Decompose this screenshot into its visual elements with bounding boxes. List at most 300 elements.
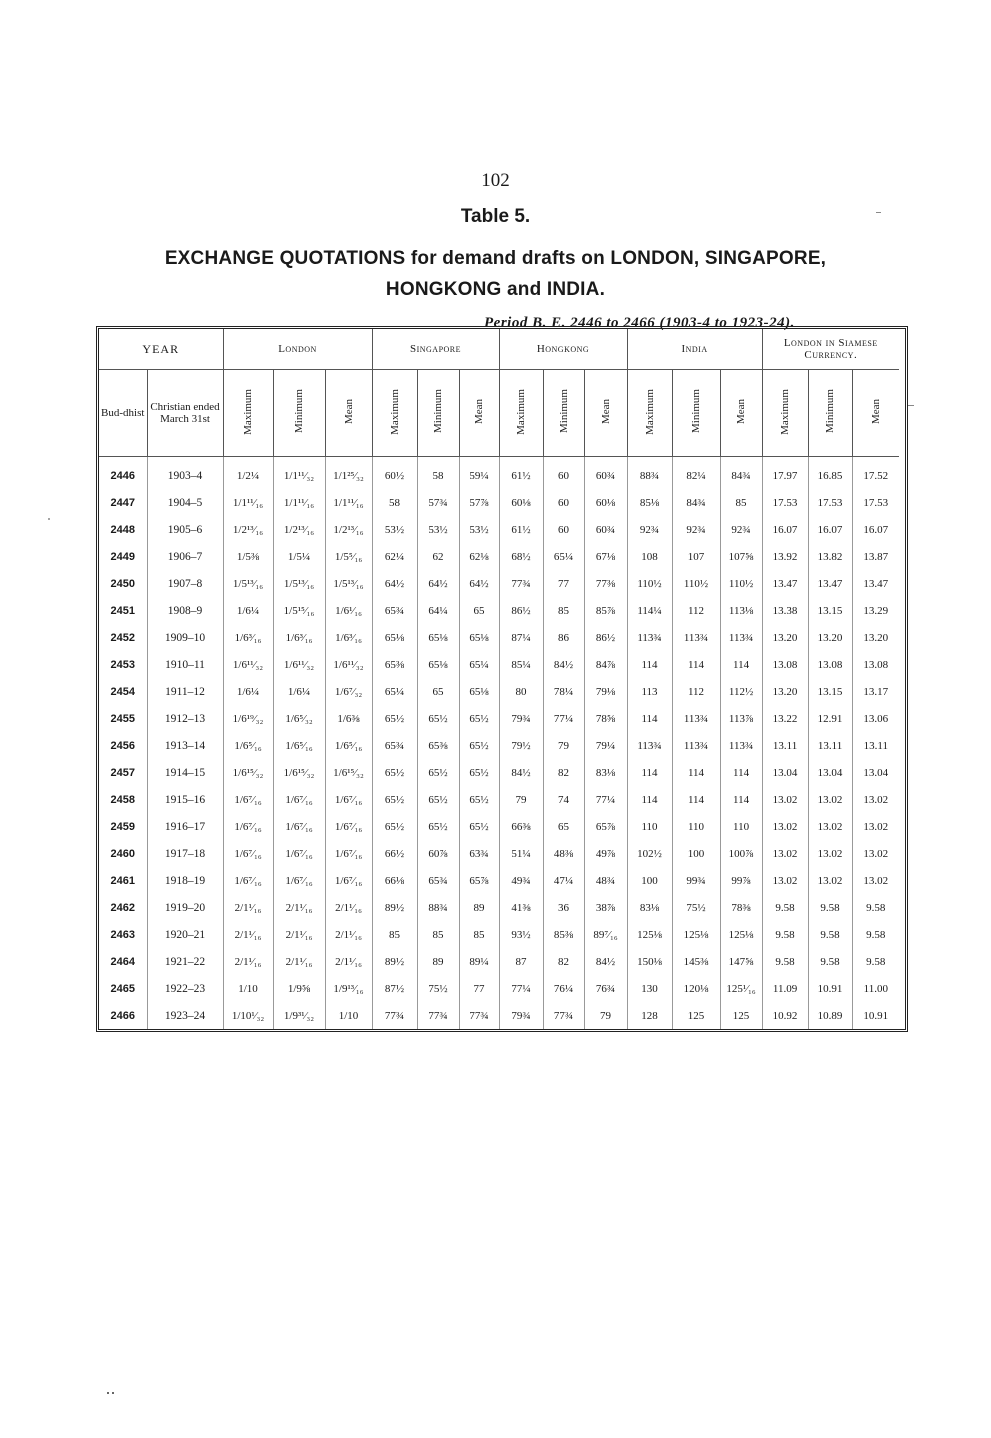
value-cell: 64¼ — [417, 597, 459, 624]
value-cell: 68½ — [499, 543, 543, 570]
value-cell: 1/6⅜ — [325, 705, 372, 732]
value-cell: 65 — [543, 813, 584, 840]
buddhist-year-cell: 2457 — [110, 766, 135, 779]
buddhist-year-cell: 2452 — [110, 631, 135, 644]
value-cell: 86½ — [584, 624, 627, 651]
value-cell: 65½ — [459, 705, 499, 732]
value-cell: 10.89 — [808, 1002, 852, 1029]
buddhist-year-cell: 2459 — [110, 820, 135, 833]
value-cell: 60 — [543, 457, 584, 490]
value-cell: 10.92 — [762, 1002, 808, 1029]
london-siamese-minimum-header — [808, 370, 852, 457]
value-cell: 1/5¹³⁄₁₆ — [325, 570, 372, 597]
value-cell: 110 — [672, 813, 720, 840]
christian-year-cell: 1905–6 — [147, 516, 223, 543]
value-cell: 99⅞ — [720, 867, 762, 894]
value-cell: 1/6⁵⁄₃₂ — [273, 705, 325, 732]
buddhist-year-cell: 2455 — [110, 712, 135, 725]
value-cell: 1/6¹¹⁄₃₂ — [273, 651, 325, 678]
buddhist-year-cell: 2453 — [110, 658, 135, 671]
christian-year-cell: 1917–18 — [147, 840, 223, 867]
value-cell: 60¾ — [584, 457, 627, 490]
table-row — [99, 624, 899, 651]
value-cell: 113 — [627, 678, 672, 705]
value-cell: 1/6¹⁵⁄₃₂ — [273, 759, 325, 786]
value-cell: 60⅛ — [499, 489, 543, 516]
value-cell: 88¾ — [627, 457, 672, 490]
value-cell: 13.20 — [852, 624, 899, 651]
hongkong-maximum-header — [499, 370, 543, 457]
hongkong-mean-header — [584, 370, 627, 457]
table-row — [99, 813, 899, 840]
value-cell: 125 — [672, 1002, 720, 1029]
value-cell: 147⅝ — [720, 948, 762, 975]
buddhist-year-cell: 2465 — [110, 982, 135, 995]
value-cell: 2/1¹⁄₁₆ — [325, 894, 372, 921]
christian-year-cell: 1916–17 — [147, 813, 223, 840]
value-cell: 65½ — [459, 759, 499, 786]
value-cell: 10.91 — [808, 975, 852, 1002]
value-cell: 1/5¹³⁄₁₆ — [273, 570, 325, 597]
value-cell: 65½ — [417, 813, 459, 840]
singapore-minimum-header — [417, 370, 459, 457]
value-cell: 66⅜ — [499, 813, 543, 840]
value-cell: 13.20 — [762, 624, 808, 651]
table-row — [99, 705, 899, 732]
value-cell: 13.11 — [808, 732, 852, 759]
value-cell: 13.11 — [852, 732, 899, 759]
value-cell: 1/2¹³⁄₁₆ — [273, 516, 325, 543]
table-row — [99, 732, 899, 759]
period-caption: Period B. E. 2446 to 2466 (1903-4 to 1923-24). — [484, 315, 795, 331]
value-cell: 2/1¹⁄₁₆ — [325, 921, 372, 948]
value-cell: 9.58 — [852, 894, 899, 921]
value-cell: 65¾ — [417, 867, 459, 894]
value-cell: 100 — [627, 867, 672, 894]
christian-year-cell: 1912–13 — [147, 705, 223, 732]
value-cell: 1/6⁷⁄₁₆ — [273, 840, 325, 867]
value-cell: 108 — [627, 543, 672, 570]
value-cell: 84½ — [543, 651, 584, 678]
christian-year-cell: 1911–12 — [147, 678, 223, 705]
london-siamese-mean-header — [852, 370, 899, 457]
value-cell: 1/5⅜ — [223, 543, 273, 570]
value-cell: 13.02 — [762, 867, 808, 894]
value-cell: 13.08 — [762, 651, 808, 678]
buddhist-year-cell: 2448 — [110, 523, 135, 536]
value-cell: 110 — [627, 813, 672, 840]
value-cell: 1/5¹³⁄₁₆ — [223, 570, 273, 597]
table-row — [99, 543, 899, 570]
table-row — [99, 948, 899, 975]
value-cell: 13.87 — [852, 543, 899, 570]
value-cell: 77¾ — [543, 1002, 584, 1029]
value-cell: 114 — [627, 705, 672, 732]
table-row — [99, 840, 899, 867]
group-header-london: London — [223, 329, 372, 370]
value-cell: 86 — [543, 624, 584, 651]
value-cell: 114¼ — [627, 597, 672, 624]
value-cell: 79 — [499, 786, 543, 813]
value-cell: 1/1¹¹⁄₃₂ — [273, 457, 325, 490]
value-cell: 11.00 — [852, 975, 899, 1002]
value-cell: 60 — [543, 489, 584, 516]
value-cell: 107⅝ — [720, 543, 762, 570]
value-cell: 1/10¹⁄₃₂ — [223, 1002, 273, 1029]
buddhist-year-cell: 2458 — [110, 793, 135, 806]
value-cell: 83⅛ — [627, 894, 672, 921]
value-cell: 120⅛ — [672, 975, 720, 1002]
london-siamese-maximum-header — [762, 370, 808, 457]
value-cell: 79¼ — [584, 732, 627, 759]
group-header-india: India — [627, 329, 762, 370]
value-cell: 82 — [543, 759, 584, 786]
value-cell: 53½ — [372, 516, 417, 543]
value-cell: 1/10 — [325, 1002, 372, 1029]
value-cell: 17.97 — [762, 457, 808, 490]
table-title-line1: EXCHANGE QUOTATIONS for demand drafts on LONDON, SINGAPORE, — [164, 248, 827, 269]
christian-year-cell: 1913–14 — [147, 732, 223, 759]
value-cell: 9.58 — [762, 948, 808, 975]
value-cell: 57⅞ — [459, 489, 499, 516]
value-cell: 93½ — [499, 921, 543, 948]
column-label: Mean — [869, 398, 882, 425]
value-cell: 13.47 — [852, 570, 899, 597]
exchange-table-frame — [96, 326, 908, 1032]
value-cell: 1/9³¹⁄₃₂ — [273, 1002, 325, 1029]
value-cell: 13.15 — [808, 678, 852, 705]
value-cell: 77¾ — [459, 1002, 499, 1029]
value-cell: 58 — [417, 457, 459, 490]
value-cell: 13.38 — [762, 597, 808, 624]
value-cell: 9.58 — [762, 894, 808, 921]
value-cell: 65¾ — [372, 597, 417, 624]
table-row — [99, 1002, 899, 1029]
value-cell: 13.04 — [808, 759, 852, 786]
value-cell: 13.02 — [808, 840, 852, 867]
value-cell: 57¾ — [417, 489, 459, 516]
value-cell: 1/6⁵⁄₁₆ — [273, 732, 325, 759]
value-cell: 65⅞ — [584, 813, 627, 840]
london-maximum-header — [223, 370, 273, 457]
value-cell: 61½ — [499, 516, 543, 543]
group-header-hongkong: Hongkong — [499, 329, 627, 370]
value-cell: 1/6⁷⁄₁₆ — [325, 867, 372, 894]
value-cell: 77¾ — [372, 1002, 417, 1029]
value-cell: 79⅛ — [584, 678, 627, 705]
value-cell: 110 — [720, 813, 762, 840]
value-cell: 2/1¹⁄₁₆ — [273, 894, 325, 921]
christian-year-cell: 1923–24 — [147, 1002, 223, 1029]
value-cell: 1/1¹¹⁄₁₆ — [325, 489, 372, 516]
value-cell: 1/6⁷⁄₁₆ — [223, 840, 273, 867]
value-cell: 65 — [417, 678, 459, 705]
value-cell: 9.58 — [808, 894, 852, 921]
value-cell: 1/6⁷⁄₁₆ — [325, 813, 372, 840]
value-cell: 11.09 — [762, 975, 808, 1002]
table-row — [99, 570, 899, 597]
value-cell: 1/6⁵⁄₁₆ — [223, 732, 273, 759]
value-cell: 13.22 — [762, 705, 808, 732]
column-label: Maximum — [388, 388, 401, 435]
value-cell: 82 — [543, 948, 584, 975]
value-cell: 1/6¹⁹⁄₃₂ — [223, 705, 273, 732]
value-cell: 17.53 — [808, 489, 852, 516]
value-cell: 79½ — [499, 732, 543, 759]
value-cell: 84½ — [499, 759, 543, 786]
value-cell: 113¾ — [627, 624, 672, 651]
london-mean-header — [325, 370, 372, 457]
value-cell: 77¼ — [499, 975, 543, 1002]
value-cell: 66½ — [372, 840, 417, 867]
value-cell: 13.02 — [852, 840, 899, 867]
buddhist-year-cell: 2447 — [110, 496, 135, 509]
value-cell: 114 — [627, 786, 672, 813]
value-cell: 1/5¼ — [273, 543, 325, 570]
london-minimum-header — [273, 370, 325, 457]
value-cell: 77¾ — [499, 570, 543, 597]
hongkong-minimum-header — [543, 370, 584, 457]
value-cell: 1/6¹⁵⁄₃₂ — [223, 759, 273, 786]
value-cell: 2/1¹⁄₁₆ — [273, 948, 325, 975]
value-cell: 100⅞ — [720, 840, 762, 867]
value-cell: 125¹⁄₁₆ — [720, 975, 762, 1002]
value-cell: 13.06 — [852, 705, 899, 732]
value-cell: 65⅞ — [459, 867, 499, 894]
value-cell: 41⅜ — [499, 894, 543, 921]
column-label: Maximum — [643, 388, 656, 435]
value-cell: 113¾ — [672, 705, 720, 732]
value-cell: 1/6³⁄₁₆ — [223, 624, 273, 651]
buddhist-year-cell: 2450 — [110, 577, 135, 590]
column-label: Minimum — [690, 389, 703, 434]
value-cell: 13.02 — [852, 867, 899, 894]
value-cell: 65½ — [372, 705, 417, 732]
value-cell: 65½ — [459, 786, 499, 813]
value-cell: 85 — [459, 921, 499, 948]
value-cell: 10.91 — [852, 1002, 899, 1029]
value-cell: 65⅛ — [417, 651, 459, 678]
value-cell: 110½ — [627, 570, 672, 597]
column-label: Mean — [342, 398, 355, 425]
value-cell: 65½ — [459, 732, 499, 759]
christian-year-cell: 1910–11 — [147, 651, 223, 678]
value-cell: 1/9¹³⁄₁₆ — [325, 975, 372, 1002]
exchange-table — [99, 329, 899, 1029]
value-cell: 79¾ — [499, 1002, 543, 1029]
value-cell: 77⅜ — [584, 570, 627, 597]
value-cell: 1/1¹¹⁄₁₆ — [223, 489, 273, 516]
value-cell: 85 — [372, 921, 417, 948]
value-cell: 77 — [543, 570, 584, 597]
value-cell: 77 — [459, 975, 499, 1002]
value-cell: 13.02 — [762, 840, 808, 867]
value-cell: 13.20 — [762, 678, 808, 705]
column-label: Mean — [735, 398, 748, 425]
singapore-maximum-header — [372, 370, 417, 457]
value-cell: 47¼ — [543, 867, 584, 894]
india-minimum-header — [672, 370, 720, 457]
value-cell: 9.58 — [852, 921, 899, 948]
value-cell: 112 — [672, 597, 720, 624]
value-cell: 62 — [417, 543, 459, 570]
value-cell: 78⅝ — [584, 705, 627, 732]
value-cell: 16.07 — [852, 516, 899, 543]
value-cell: 89 — [417, 948, 459, 975]
value-cell: 51¼ — [499, 840, 543, 867]
buddhist-year-cell: 2449 — [110, 550, 135, 563]
value-cell: 86½ — [499, 597, 543, 624]
column-label: Minimum — [824, 389, 837, 434]
buddhist-year-cell: 2464 — [110, 955, 135, 968]
value-cell: 1/6⁷⁄₁₆ — [325, 840, 372, 867]
value-cell: 13.02 — [762, 786, 808, 813]
christian-year-header: Christian ended March 31st — [147, 370, 223, 457]
value-cell: 85⅞ — [584, 597, 627, 624]
value-cell: 12.91 — [808, 705, 852, 732]
value-cell: 9.58 — [852, 948, 899, 975]
value-cell: 13.02 — [808, 786, 852, 813]
column-label: Minimum — [293, 389, 306, 434]
value-cell: 65½ — [459, 813, 499, 840]
buddhist-year-cell: 2460 — [110, 847, 135, 860]
table-row — [99, 786, 899, 813]
value-cell: 1/2¹³⁄₁₆ — [223, 516, 273, 543]
value-cell: 49⅞ — [584, 840, 627, 867]
value-cell: 62¼ — [372, 543, 417, 570]
table-title-line2: HONGKONG and INDIA. — [385, 279, 606, 300]
value-cell: 1/6⁷⁄₁₆ — [223, 786, 273, 813]
value-cell: 89⁷⁄₁₆ — [584, 921, 627, 948]
value-cell: 49¾ — [499, 867, 543, 894]
value-cell: 85⅛ — [627, 489, 672, 516]
buddhist-year-cell: 2454 — [110, 685, 135, 698]
value-cell: 113¾ — [672, 732, 720, 759]
value-cell: 99¾ — [672, 867, 720, 894]
value-cell: 1/6⁷⁄₁₆ — [325, 786, 372, 813]
value-cell: 113¾ — [720, 732, 762, 759]
value-cell: 85 — [417, 921, 459, 948]
column-label: Mean — [473, 398, 486, 425]
value-cell: 1/6⁷⁄₁₆ — [273, 867, 325, 894]
value-cell: 13.08 — [808, 651, 852, 678]
value-cell: 60½ — [372, 457, 417, 490]
value-cell: 17.52 — [852, 457, 899, 490]
value-cell: 125 — [720, 1002, 762, 1029]
christian-year-cell: 1903–4 — [147, 457, 223, 490]
value-cell: 61½ — [499, 457, 543, 490]
value-cell: 13.82 — [808, 543, 852, 570]
buddhist-year-header: Bud-dhist — [101, 407, 145, 419]
value-cell: 13.29 — [852, 597, 899, 624]
value-cell: 2/1¹⁄₁₆ — [223, 948, 273, 975]
value-cell: 114 — [627, 651, 672, 678]
value-cell: 76¼ — [543, 975, 584, 1002]
value-cell: 1/6¹⁄₁₆ — [325, 597, 372, 624]
page-number: 102 — [481, 170, 510, 191]
value-cell: 114 — [672, 759, 720, 786]
value-cell: 9.58 — [808, 948, 852, 975]
value-cell: 84¾ — [672, 489, 720, 516]
value-cell: 89½ — [372, 948, 417, 975]
value-cell: 63¾ — [459, 840, 499, 867]
value-cell: 65⅛ — [459, 678, 499, 705]
christian-year-cell: 1906–7 — [147, 543, 223, 570]
value-cell: 114 — [627, 759, 672, 786]
value-cell: 65¾ — [372, 732, 417, 759]
value-cell: 64½ — [459, 570, 499, 597]
value-cell: 85⅜ — [543, 921, 584, 948]
table-row — [99, 759, 899, 786]
table-row — [99, 516, 899, 543]
value-cell: 77¼ — [584, 786, 627, 813]
value-cell: 150⅛ — [627, 948, 672, 975]
value-cell: 13.15 — [808, 597, 852, 624]
value-cell: 88¾ — [417, 894, 459, 921]
value-cell: 114 — [720, 786, 762, 813]
value-cell: 1/6¹⁵⁄₃₂ — [325, 759, 372, 786]
value-cell: 1/6¹¹⁄₃₂ — [325, 651, 372, 678]
value-cell: 2/1¹⁄₁₆ — [223, 894, 273, 921]
table-row — [99, 489, 899, 516]
year-header: YEAR — [99, 329, 223, 370]
table-name: Table 5. — [460, 206, 531, 227]
value-cell: 125⅛ — [672, 921, 720, 948]
table-row — [99, 597, 899, 624]
value-cell: 65¼ — [543, 543, 584, 570]
value-cell: 65½ — [417, 786, 459, 813]
value-cell: 78¼ — [543, 678, 584, 705]
buddhist-year-cell: 2446 — [99, 457, 147, 490]
value-cell: 13.17 — [852, 678, 899, 705]
value-cell: 66⅛ — [372, 867, 417, 894]
value-cell: 1/2¹³⁄₁₆ — [325, 516, 372, 543]
value-cell: 13.47 — [762, 570, 808, 597]
value-cell: 60⅛ — [584, 489, 627, 516]
value-cell: 16.85 — [808, 457, 852, 490]
christian-year-cell: 1907–8 — [147, 570, 223, 597]
value-cell: 1/6¼ — [223, 597, 273, 624]
value-cell: 112½ — [720, 678, 762, 705]
india-mean-header — [720, 370, 762, 457]
group-header-london-siamese: London in Siamese Currency. — [762, 329, 899, 370]
value-cell: 114 — [720, 651, 762, 678]
value-cell: 9.58 — [762, 921, 808, 948]
value-cell: 13.20 — [808, 624, 852, 651]
value-cell: 64½ — [417, 570, 459, 597]
column-label: Minimum — [432, 389, 445, 434]
value-cell: 1/1¹¹⁄₁₆ — [273, 489, 325, 516]
value-cell: 65⅜ — [417, 732, 459, 759]
value-cell: 1/10 — [223, 975, 273, 1002]
value-cell: 92¾ — [672, 516, 720, 543]
value-cell: 113⅞ — [720, 705, 762, 732]
value-cell: 38⅞ — [584, 894, 627, 921]
value-cell: 60¾ — [584, 516, 627, 543]
christian-year-cell: 1914–15 — [147, 759, 223, 786]
value-cell: 13.02 — [852, 786, 899, 813]
value-cell: 13.02 — [762, 813, 808, 840]
value-cell: 125⅛ — [720, 921, 762, 948]
value-cell: 65½ — [372, 813, 417, 840]
value-cell: 84⅞ — [584, 651, 627, 678]
value-cell: 114 — [672, 786, 720, 813]
buddhist-year-cell: 2466 — [110, 1009, 135, 1022]
value-cell: 9.58 — [808, 921, 852, 948]
column-label: Maximum — [242, 388, 255, 435]
value-cell: 85 — [720, 489, 762, 516]
value-cell: 53½ — [459, 516, 499, 543]
